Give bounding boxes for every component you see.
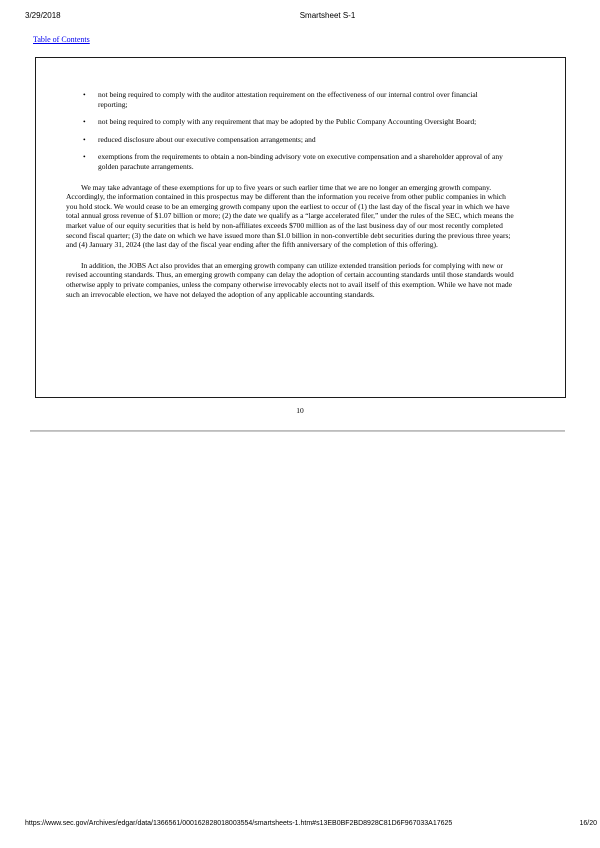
bullet-text: exemptions from the requirements to obtain a non-binding advisory vote on executive compensation and a shareholder approval of any golden parachute arrangements. bbox=[98, 152, 503, 171]
body-paragraph: We may take advantage of these exemptions for up to five years or such earlier time that we are no longer an emerging growth company. Accordingly, the information contained in this prospectus may be different than the information you receive from other public companies in which you hold stock. We would cease to be an emerging growth company upon the earliest to occur of (1) the last day of the fiscal year in which we have total annual gross revenue of $1.07 billion or more; (2) the date we qualify as a “large accelerated filer,” under the rules of the SEC, which means the market value of our equity securities that is held by non-affiliates exceeds $700 million as of the last business day of our most recently completed second fiscal quarter; (3) the date on which we have issued more than $1.0 billion in non-convertible debt securities during the previous three years; and (4) January 31, 2024 (the last day of the fiscal year ending after the fifth anniversary of the completion of this offering). bbox=[66, 182, 514, 250]
print-header-date: 3/29/2018 bbox=[25, 11, 61, 20]
table-of-contents-link[interactable]: Table of Contents bbox=[33, 35, 90, 44]
list-item bbox=[83, 152, 509, 171]
footer-page-indicator: 16/20 bbox=[579, 820, 597, 827]
page-number: 10 bbox=[296, 406, 304, 415]
bullet-text: reduced disclosure about our executive compensation arrangements; and bbox=[98, 134, 316, 144]
bullet-icon: • bbox=[83, 90, 86, 99]
bullet-icon: • bbox=[83, 152, 86, 162]
print-header-title: Smartsheet S-1 bbox=[299, 11, 356, 20]
bullet-icon: • bbox=[83, 117, 86, 127]
toc-link-row bbox=[33, 29, 90, 47]
exemptions-bullet-list bbox=[83, 90, 509, 172]
footer-url: https://www.sec.gov/Archives/edgar/data/1366561/000162828018003554/smartsheets-1.htm#s13EB0BF2BD8928C81D6F967033A17625 bbox=[25, 820, 453, 827]
document-border-box bbox=[35, 57, 566, 398]
list-item bbox=[83, 117, 509, 127]
list-item bbox=[83, 135, 509, 145]
footer-divider bbox=[30, 430, 565, 432]
body-paragraph: In addition, the JOBS Act also provides that an emerging growth company can utilize extended transition periods for complying with new or revised accounting standards. Thus, an emerging growth company can delay the adoption of certain accounting standards until those standards would otherwise apply to private companies, unless the company otherwise irrevocably elects not to avail itself of this exemption. While we have not made such an irrevocable election, we have not delayed the adoption of any applicable accounting standards. bbox=[66, 260, 514, 299]
list-item bbox=[83, 90, 509, 109]
bullet-icon: • bbox=[83, 134, 86, 144]
bullet-text: not being required to comply with the auditor attestation requirement on the effectiveness of our internal control over financial reporting; bbox=[98, 90, 478, 109]
bullet-text: not being required to comply with any requirement that may be adopted by the Public Company Accounting Oversight Board; bbox=[98, 117, 477, 127]
